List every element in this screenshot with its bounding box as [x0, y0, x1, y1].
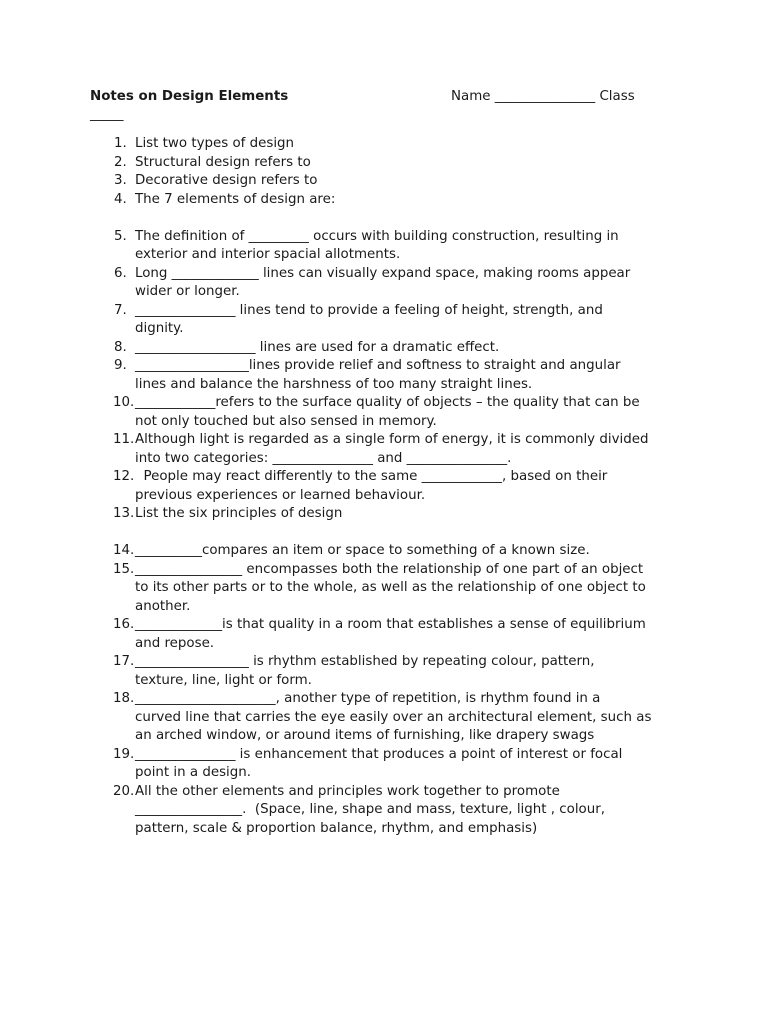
item-text: _________________lines provide relief and softness to straight and angular lines and balance the harshness of too many straight lines. [135, 358, 621, 392]
list-item [90, 302, 690, 339]
item-text: List two types of design [135, 136, 295, 151]
spacer [90, 524, 690, 543]
item-number: 9. [114, 358, 127, 373]
list-item [90, 135, 690, 154]
item-text: _______________ lines tend to provide a feeling of height, strength, and dignity. [135, 302, 603, 336]
item-number: 4. [114, 191, 127, 207]
item-text: The definition of _________ occurs with building construction, resulting in exterior and interior spacial allotments. [135, 228, 619, 262]
item-number: 16. [113, 617, 135, 632]
list-item [90, 191, 690, 210]
item-text: _________________ is rhythm established by repeating colour, pattern, texture, line, light or form. [135, 654, 595, 688]
header [90, 88, 690, 108]
item-text: ________________ encompasses both the relationship of one part of an object to its other parts or to the whole, as well as the relationship of one object to another. [135, 561, 646, 614]
list-item [90, 783, 690, 839]
list-item [90, 431, 690, 468]
item-text: __________________ lines are used for a dramatic effect. [135, 339, 500, 355]
list-item [90, 154, 690, 173]
item-text: All the other elements and principles work together to promote ________________. (Space, line, shape and mass, texture, light , colour, pattern, scale & proportion balance, rhythm, and emphasis) [135, 783, 605, 836]
item-text: Decorative design refers to [135, 173, 318, 188]
list-item [90, 561, 690, 617]
list-item [90, 468, 690, 505]
item-number: 6. [114, 265, 127, 281]
list-item [90, 746, 690, 783]
list-item [90, 616, 690, 653]
item-number: 19. [113, 746, 135, 762]
item-number: 12. [113, 469, 135, 484]
item-number: 11. [113, 432, 135, 447]
item-text: __________compares an item or space to something of a known size. [135, 543, 590, 558]
item-number: 1. [114, 136, 127, 151]
item-number: 10. [113, 395, 135, 410]
item-text: _____________________, another type of repetition, is rhythm found in a curved line that carries the eye easily over an architectural element, such as an arched window, or around items of furnishing, like drapery swags [135, 691, 652, 743]
list-item [90, 542, 690, 561]
item-number: 7. [114, 302, 127, 318]
item-number: 8. [114, 339, 127, 355]
list-item [90, 172, 690, 191]
item-text: List the six principles of design [135, 506, 343, 521]
list-item [90, 339, 690, 358]
item-number: 18. [113, 691, 135, 706]
class-blank: _____ [90, 107, 124, 122]
item-number: 3. [114, 173, 127, 188]
item-number: 20. [113, 783, 135, 799]
spacer [90, 209, 690, 228]
item-text: Although light is regarded as a single form of energy, it is commonly divided into two categories: _______________ and _______________. [135, 432, 649, 466]
item-text: Structural design refers to [135, 154, 311, 170]
item-text: _____________is that quality in a room that establishes a sense of equilibrium and repose. [135, 617, 646, 651]
item-number: 15. [113, 561, 135, 577]
list-item [90, 265, 690, 302]
page-title: Notes on Design Elements [90, 89, 289, 104]
item-number: 5. [114, 228, 127, 244]
item-text: ____________refers to the surface quality of objects – the quality that can be not only touched but also sensed in memory. [135, 395, 640, 429]
item-number: 13. [113, 506, 135, 521]
item-text: People may react differently to the same ____________, based on their previous experiences or learned behaviour. [135, 469, 608, 503]
item-number: 14. [113, 543, 135, 558]
list-item [90, 394, 690, 431]
item-number: 17. [113, 654, 135, 669]
list-item [90, 690, 690, 746]
list-item [90, 357, 690, 394]
item-number: 2. [114, 154, 127, 170]
notes-list [90, 135, 690, 838]
list-item [90, 228, 690, 265]
item-text: Long _____________ lines can visually expand space, making rooms appear wider or longer. [135, 265, 631, 299]
list-item [90, 505, 690, 524]
name-class-field: Name _______________ Class [451, 89, 635, 104]
list-item [90, 653, 690, 690]
item-text: _______________ is enhancement that produces a point of interest or focal point in a design. [135, 746, 623, 780]
item-text: The 7 elements of design are: [135, 191, 336, 207]
